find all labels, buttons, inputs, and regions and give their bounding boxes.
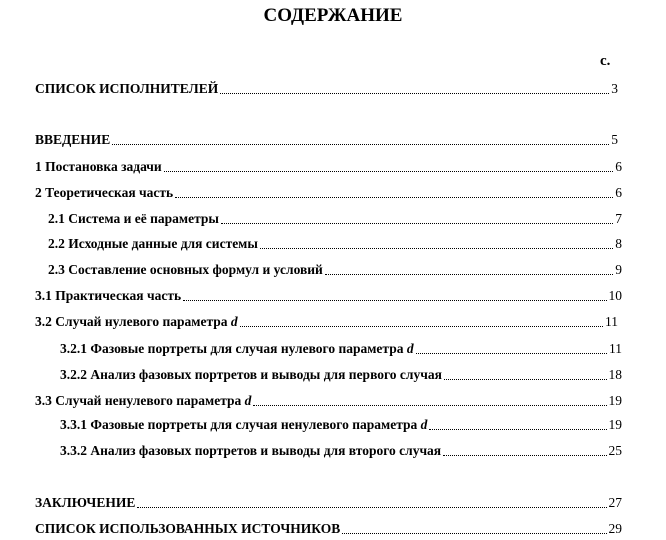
- toc-entry[interactable]: [35, 494, 622, 512]
- toc-entry-title: 2.1 Система и её параметры: [48, 211, 219, 226]
- dot-leader: [164, 171, 614, 172]
- toc-entry-page: 6: [615, 185, 622, 200]
- toc-entry[interactable]: [60, 366, 622, 384]
- toc-entry[interactable]: [48, 210, 622, 228]
- toc-entry-title: 1 Постановка задачи: [35, 159, 162, 174]
- toc-entry-page: 19: [608, 393, 622, 408]
- toc-entry[interactable]: [35, 131, 618, 149]
- toc-entry-page: 3: [611, 81, 618, 96]
- dot-leader: [112, 144, 609, 145]
- toc-entry-page: 5: [611, 132, 618, 147]
- toc-entry-title: 2 Теоретическая часть: [35, 185, 174, 200]
- toc-entry-title: 2.2 Исходные данные для системы: [48, 236, 258, 251]
- toc-entry-title: 3.3.2 Анализ фазовых портретов и выводы для второго случая: [60, 443, 442, 458]
- toc-entry-page: 9: [615, 262, 622, 277]
- toc-entry-page: 7: [615, 211, 622, 226]
- dot-leader: [221, 223, 613, 224]
- dot-leader: [253, 405, 606, 406]
- toc-entry-title: СПИСОК ИСПОЛНИТЕЛЕЙ: [35, 81, 219, 96]
- toc-entry-page: 6: [615, 159, 622, 174]
- dot-leader: [444, 379, 607, 380]
- dot-leader: [240, 326, 603, 327]
- toc-entry-title: 3.2 Случай нулевого параметра d: [35, 314, 238, 329]
- page-column-header: с.: [600, 53, 611, 69]
- toc-entry-title: 3.1 Практическая часть: [35, 288, 182, 303]
- dot-leader: [325, 274, 613, 275]
- toc-entry-page: 11: [605, 314, 618, 329]
- toc-entry-page: 11: [609, 341, 622, 356]
- toc-entry[interactable]: [48, 235, 622, 253]
- toc-entry-title: 3.2.1 Фазовые портреты для случая нулевого параметра d: [60, 341, 414, 356]
- toc-entry[interactable]: [60, 416, 622, 434]
- toc-entry[interactable]: [35, 392, 622, 410]
- toc-entry-page: 10: [608, 288, 622, 303]
- toc-entry-title: СПИСОК ИСПОЛЬЗОВАННЫХ ИСТОЧНИКОВ: [35, 521, 341, 536]
- toc-entry-title: ЗАКЛЮЧЕНИЕ: [35, 495, 136, 510]
- toc-entry[interactable]: [60, 442, 622, 460]
- page-title: СОДЕРЖАНИЕ: [263, 5, 403, 26]
- toc-entry[interactable]: [60, 340, 622, 358]
- toc-entry-title: 3.3 Случай ненулевого параметра d: [35, 393, 252, 408]
- toc-entry[interactable]: [48, 261, 622, 279]
- dot-leader: [137, 507, 606, 508]
- toc-entry[interactable]: [35, 80, 618, 98]
- toc-entry-page: 27: [608, 495, 622, 510]
- toc-entry[interactable]: [35, 520, 622, 538]
- dot-leader: [443, 455, 606, 456]
- dot-leader: [183, 300, 606, 301]
- toc-entry-title: 3.2.2 Анализ фазовых портретов и выводы для первого случая: [60, 367, 442, 382]
- toc-entry-page: 18: [608, 367, 622, 382]
- toc-entry[interactable]: [35, 158, 622, 176]
- toc-entry-title: 2.3 Составление основных формул и условий: [48, 262, 323, 277]
- dot-leader: [416, 353, 607, 354]
- toc-entry-page: 29: [608, 521, 622, 536]
- toc-entry[interactable]: [35, 184, 622, 202]
- toc-entry-title: ВВЕДЕНИЕ: [35, 132, 111, 147]
- toc-entry-page: 25: [608, 443, 622, 458]
- dot-leader: [175, 197, 613, 198]
- dot-leader: [429, 429, 606, 430]
- toc-entry-page: 8: [615, 236, 622, 251]
- toc-entry-title: 3.3.1 Фазовые портреты для случая ненулевого параметра d: [60, 417, 428, 432]
- dot-leader: [260, 248, 613, 249]
- toc-entry[interactable]: [35, 313, 618, 331]
- dot-leader: [220, 93, 609, 94]
- toc-entry-page: 19: [608, 417, 622, 432]
- toc-entry[interactable]: [35, 287, 622, 305]
- dot-leader: [342, 533, 606, 534]
